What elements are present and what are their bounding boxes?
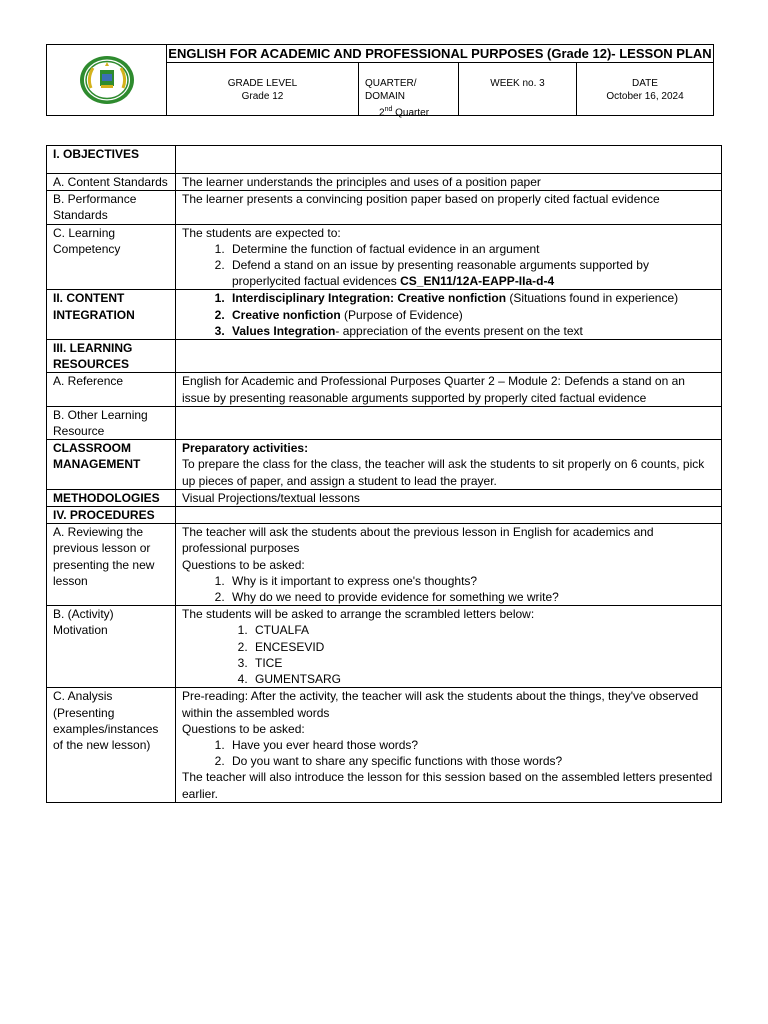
objectives-label: I. OBJECTIVES bbox=[47, 146, 176, 174]
learning-competency-cell bbox=[176, 224, 722, 290]
document-title: ENGLISH FOR ACADEMIC AND PROFESSIONAL PURPOSES (Grade 12)- LESSON PLAN bbox=[168, 46, 712, 61]
quarter-label: QUARTER/ bbox=[365, 78, 417, 89]
date-value: October 16, 2024 bbox=[606, 91, 684, 102]
table-row bbox=[47, 290, 722, 340]
school-seal-icon bbox=[77, 54, 137, 106]
learning-competency-label: C. Learning Competency bbox=[47, 224, 176, 290]
list-item: 2. Creative nonfiction (Purpose of Evidence) bbox=[228, 307, 715, 323]
list-item: 3. Values Integration- appreciation of the events present on the text bbox=[228, 323, 715, 339]
integration-list bbox=[182, 290, 715, 339]
grade-level-cell bbox=[167, 63, 358, 115]
logo-cell bbox=[47, 45, 167, 115]
analysis-label: C. Analysis (Presenting examples/instances of the new lesson) bbox=[47, 688, 176, 802]
table-row bbox=[47, 174, 722, 191]
motivation-label: B. (Activity) Motivation bbox=[47, 606, 176, 688]
scrambled-words-list bbox=[182, 622, 715, 687]
other-resource-label: B. Other Learning Resource bbox=[47, 406, 176, 439]
list-item: 3. TICE bbox=[251, 655, 715, 671]
performance-standards-label: B. Performance Standards bbox=[47, 191, 176, 224]
classroom-management-label: CLASSROOM MANAGEMENT bbox=[47, 440, 176, 490]
quarter-cell bbox=[358, 63, 458, 119]
table-row bbox=[47, 606, 722, 688]
list-item: 1. Interdisciplinary Integration: Creative nonfiction (Situations found in experience) bbox=[228, 290, 715, 306]
reviewing-label: A. Reviewing the previous lesson or presenting the new lesson bbox=[47, 524, 176, 606]
list-item: 2. Do you want to share any specific functions with those words? bbox=[228, 753, 715, 769]
procedures-cell bbox=[176, 507, 722, 524]
content-standards-text: The learner understands the principles and uses of a position paper bbox=[176, 174, 722, 191]
list-item: 1. Why is it important to express one's thoughts? bbox=[228, 573, 715, 589]
lesson-plan-table bbox=[46, 145, 722, 803]
competency-list bbox=[182, 241, 715, 290]
learning-resources-cell bbox=[176, 340, 722, 373]
preparatory-heading: Preparatory activities: bbox=[182, 441, 309, 456]
date-label: DATE bbox=[632, 78, 658, 89]
analysis-questions bbox=[182, 737, 715, 769]
reference-label: A. Reference bbox=[47, 373, 176, 406]
date-cell bbox=[576, 63, 713, 115]
table-row bbox=[47, 340, 722, 373]
learning-competency-intro: The students are expected to: bbox=[182, 225, 341, 240]
domain-label: DOMAIN bbox=[365, 91, 405, 102]
table-row bbox=[47, 191, 722, 224]
list-item: 2. Why do we need to provide evidence for something we write? bbox=[228, 589, 715, 605]
grade-level-value: Grade 12 bbox=[241, 91, 284, 102]
analysis-closing: The teacher will also introduce the lesson for this session based on the assembled letters presented earlier. bbox=[182, 770, 713, 801]
table-row bbox=[47, 373, 722, 406]
analysis-cell bbox=[176, 688, 722, 802]
week-label: WEEK no. 3 bbox=[490, 78, 545, 89]
objectives-cell bbox=[176, 146, 722, 174]
classroom-management-text: To prepare the class for the class, the teacher will ask the students to sit properly on 6 counts, pick up pieces of paper, and assign a student to lead the prayer. bbox=[182, 457, 705, 488]
table-row bbox=[47, 440, 722, 490]
table-row bbox=[47, 406, 722, 439]
motivation-cell bbox=[176, 606, 722, 688]
table-row bbox=[47, 489, 722, 506]
reviewing-text: The teacher will ask the students about the previous lesson in English for academics and professional purposes bbox=[182, 525, 654, 556]
motivation-text: The students will be asked to arrange the scrambled letters below: bbox=[182, 607, 535, 622]
list-item: 2. ENCESEVID bbox=[251, 639, 715, 655]
table-row bbox=[47, 688, 722, 802]
classroom-management-cell bbox=[176, 440, 722, 490]
reference-text: English for Academic and Professional Purposes Quarter 2 – Module 2: Defends a stand on an issue by presenting reasonable arguments supported by properly cited factual evidence bbox=[176, 373, 722, 406]
analysis-text: Pre-reading: After the activity, the teacher will ask the students about the things, they've observed within the assembled words bbox=[182, 689, 699, 720]
quarter-value: 2nd Quarter bbox=[379, 106, 430, 119]
other-resource-cell bbox=[176, 406, 722, 439]
table-row bbox=[47, 224, 722, 290]
content-integration-label: II. CONTENT INTEGRATION bbox=[47, 290, 176, 340]
list-item: 2. Defend a stand on an issue by presenting reasonable arguments supported by properlycited factual evidences CS_EN11/12A-EAPP-IIa-d-4 bbox=[228, 257, 715, 289]
table-row bbox=[47, 524, 722, 606]
procedures-label: IV. PROCEDURES bbox=[47, 507, 176, 524]
table-row bbox=[47, 507, 722, 524]
list-item: 1. CTUALFA bbox=[251, 622, 715, 638]
list-item: 4. GUMENTSARG bbox=[251, 671, 715, 687]
week-cell bbox=[458, 63, 576, 115]
header-table bbox=[46, 44, 714, 119]
methodologies-label: METHODOLOGIES bbox=[47, 489, 176, 506]
questions-label: Questions to be asked: bbox=[182, 721, 305, 736]
grade-level-label: GRADE LEVEL bbox=[227, 78, 298, 89]
methodologies-text: Visual Projections/textual lessons bbox=[176, 489, 722, 506]
learning-resources-label: III. LEARNING RESOURCES bbox=[47, 340, 176, 373]
content-integration-cell bbox=[176, 290, 722, 340]
list-item: 1. Have you ever heard those words? bbox=[228, 737, 715, 753]
list-item: 1. Determine the function of factual evidence in an argument bbox=[228, 241, 715, 257]
performance-standards-text: The learner presents a convincing position paper based on properly cited factual evidence bbox=[176, 191, 722, 224]
content-standards-label: A. Content Standards bbox=[47, 174, 176, 191]
reviewing-questions bbox=[182, 573, 715, 605]
table-row bbox=[47, 146, 722, 174]
questions-label: Questions to be asked: bbox=[182, 557, 305, 572]
reviewing-cell bbox=[176, 524, 722, 606]
competency-code: CS_EN11/12A-EAPP-IIa-d-4 bbox=[400, 274, 555, 289]
